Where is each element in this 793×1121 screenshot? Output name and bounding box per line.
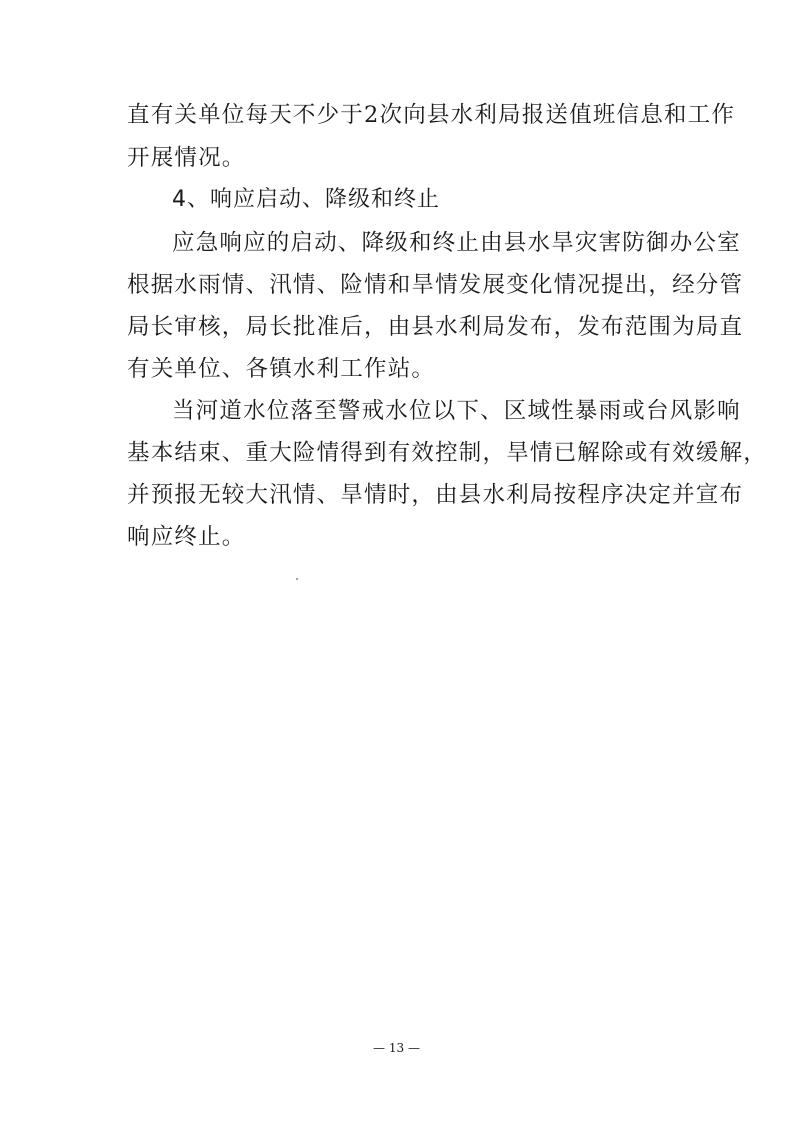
paragraph-2-line-2: 根据水雨情、汛情、险情和旱情发展变化情况提出，经分管 <box>127 272 744 298</box>
paragraph-2-line-1: 应急响应的启动、降级和终止由县水旱灾害防御办公室 <box>172 230 741 256</box>
scan-speck <box>296 578 298 580</box>
paragraph-3-line-2: 基本结束、重大险情得到有效控制，旱情已解除或有效缓解， <box>127 440 767 466</box>
paragraph-2-line-3: 局长审核，局长批准后，由县水利局发布，发布范围为局直 <box>127 314 744 340</box>
paragraph-3-line-3: 并预报无较大汛情、旱情时，由县水利局按程序决定并宣布 <box>127 482 744 508</box>
paragraph-1-line-2: 开展情况。 <box>127 145 246 171</box>
paragraph-2-line-4: 有关单位、各镇水利工作站。 <box>127 356 436 382</box>
paragraph-1-line-1: 直有关单位每天不少于2次向县水利局报送值班信息和工作 <box>127 102 736 128</box>
page-number: — 13 — <box>373 1041 420 1055</box>
section-heading: 4、响应启动、降级和终止 <box>172 187 440 212</box>
paragraph-3-line-1: 当河道水位落至警戒水位以下、区域性暴雨或台风影响 <box>172 398 741 424</box>
paragraph-3-line-4: 响应终止。 <box>127 524 246 550</box>
